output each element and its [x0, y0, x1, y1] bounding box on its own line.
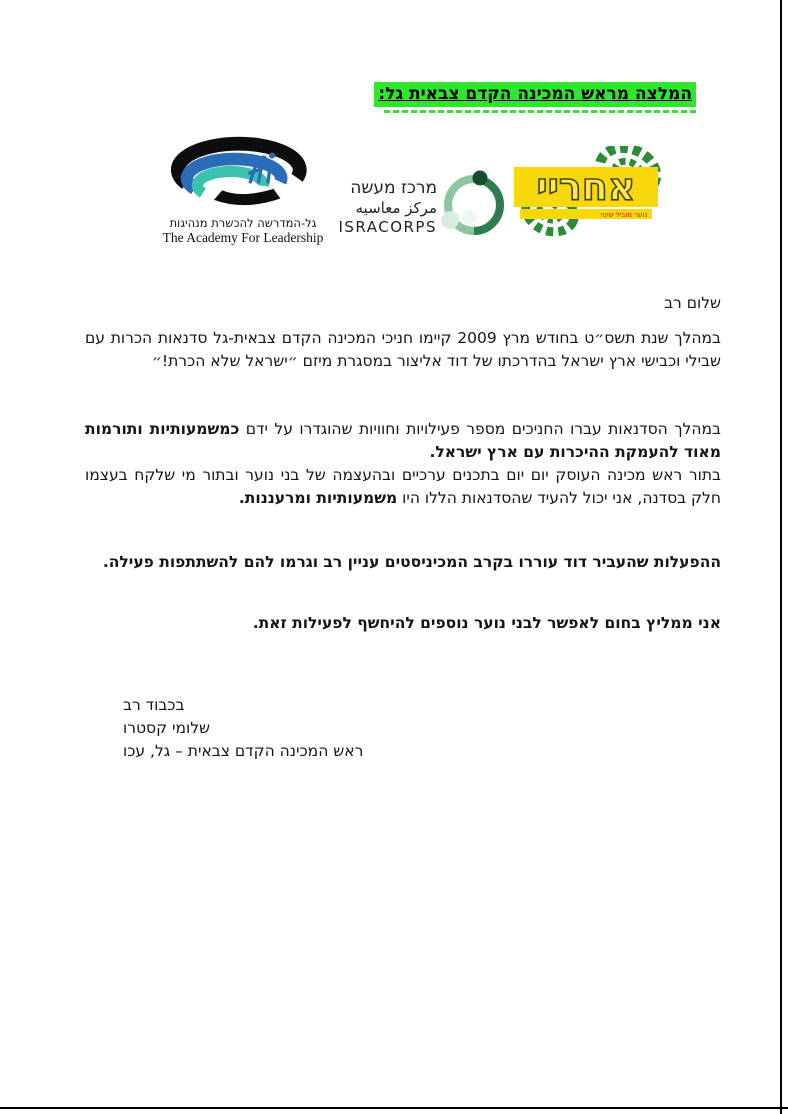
acharai-logo — [512, 146, 664, 240]
isracorps-names — [333, 178, 437, 237]
signer-title: ראש המכינה הקדם צבאית – גל, עכו — [123, 742, 364, 760]
paragraph-2b-regular: בתור ראש מכינה העוסק יום יום בתכנים ערכיים ובהעצמה של בני נוער ובתור מי שלקח בעצמו חלק בסדנה, אני יכול להעיד שהסדנאות הללו היו — [85, 466, 721, 507]
academy-hebrew-name: גל-המדרשה להכשרת מנהיגות — [169, 216, 317, 230]
acharai-tagline: נוער מוביל שינוי — [600, 211, 648, 219]
letter-paragraph-3: ההפעלות שהעביר דוד עוררו בקרב המכיניסטים עניין רב וגרמו להם להשתתפות פעילה. — [102, 553, 721, 571]
isracorps-circle-icon — [439, 170, 509, 244]
letter-paragraph-2 — [85, 418, 721, 510]
letter-paragraph-2b — [85, 464, 721, 510]
isracorps-arabic-name: مركز معاسيه — [355, 198, 437, 217]
page-border-bottom — [0, 1107, 788, 1109]
paragraph-2a-regular: במהלך הסדנאות עברו החניכים מספר פעילויות וחוויות שהוגדרו על ידם — [239, 420, 721, 438]
isracorps-hebrew-name: מרכז מעשה — [350, 177, 437, 198]
academy-swirl-icon — [148, 136, 338, 214]
paragraph-2a-bold: כמשמעותיות ותורמות מאוד להעמקת ההיכרות עם ארץ ישראל. — [85, 420, 721, 461]
letter-greeting: שלום רב — [664, 294, 721, 312]
acharai-bootprint-icon — [512, 165, 664, 244]
letter-paragraph-1: במהלך שנת תשס״ט בחודש מרץ 2009 קיימו חניכי המכינה הקדם צבאית-גל סדנאות הכרות עם שבילי וכבישי ארץ ישראל בהדרכתו של דוד אליצור במסגרת מיזם ״ישראל שלא הכרת!״ — [85, 329, 721, 370]
page-title: המלצה מראש המכינה הקדם צבאית גל: — [374, 82, 696, 107]
highlight-dashes — [384, 110, 696, 113]
isracorps-english-name: ISRACORPS — [338, 217, 437, 236]
academy-logo — [148, 136, 338, 246]
paragraph-2b-bold: משמעותיות ומרעננות. — [238, 489, 398, 507]
academy-english-name: The Academy For Leadership — [162, 230, 324, 245]
page-border-right — [780, 0, 782, 1114]
isracorps-logo — [333, 170, 509, 244]
acharai-wordmark: אחריי — [536, 165, 636, 209]
letter-paragraph-2a — [85, 418, 721, 464]
signature-block — [123, 694, 523, 763]
signature-closing: בכבוד רב — [123, 696, 185, 714]
signer-name: שלומי קסטרו — [123, 719, 211, 737]
letter-paragraph-4: אני ממליץ בחום לאפשר לבני נוער נוספים להיחשף לפעילות זאת. — [252, 614, 721, 632]
recommendation-title — [374, 82, 696, 107]
